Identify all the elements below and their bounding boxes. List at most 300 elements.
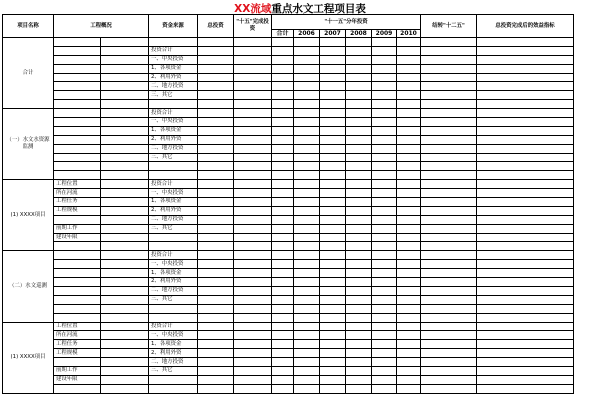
benefit-cell — [477, 331, 574, 340]
sum-cell — [272, 278, 294, 287]
overview-cell — [54, 153, 101, 162]
year-2007-cell — [320, 215, 346, 224]
fifteen-investment-cell — [234, 162, 272, 171]
overview-cell: 工程位置 — [54, 322, 101, 331]
benefit-cell — [477, 162, 574, 171]
carry-over-cell — [421, 242, 477, 251]
year-2006-cell — [294, 144, 320, 153]
funding-source-cell: 1、各项资金 — [149, 340, 198, 349]
year-2008-cell — [346, 38, 372, 47]
overview-detail-cell — [101, 340, 149, 349]
carry-over-cell — [421, 358, 477, 367]
benefit-cell — [477, 126, 574, 135]
year-2010-cell — [397, 73, 421, 82]
year-2007-cell — [320, 260, 346, 269]
total-investment-cell — [198, 64, 234, 73]
year-2007-cell — [320, 313, 346, 322]
overview-detail-cell — [101, 198, 149, 207]
fifteen-investment-cell — [234, 331, 272, 340]
year-2010-cell — [397, 215, 421, 224]
overview-detail-cell — [101, 162, 149, 171]
fifteen-investment-cell — [234, 82, 272, 91]
table-row — [3, 286, 574, 295]
overview-cell — [54, 242, 101, 251]
carry-over-cell — [421, 260, 477, 269]
fifteen-investment-cell — [234, 358, 272, 367]
year-2007-cell — [320, 286, 346, 295]
overview-cell: 建设年限 — [54, 375, 101, 384]
table-row — [3, 340, 574, 349]
total-investment-cell — [198, 313, 234, 322]
year-2006-cell — [294, 251, 320, 260]
funding-source-cell: 投资合计 — [149, 180, 198, 189]
sum-cell — [272, 38, 294, 47]
year-2008-cell — [346, 206, 372, 215]
year-2007-cell — [320, 64, 346, 73]
funding-source-cell: 2、利用外资 — [149, 349, 198, 358]
year-2007-cell — [320, 91, 346, 100]
overview-detail-cell — [101, 251, 149, 260]
year-2008-cell — [346, 340, 372, 349]
table-row — [3, 126, 574, 135]
benefit-cell — [477, 260, 574, 269]
fifteen-investment-cell — [234, 233, 272, 242]
header-year-2009: 2009 — [372, 30, 397, 38]
year-2008-cell — [346, 304, 372, 313]
year-2009-cell — [372, 304, 397, 313]
overview-detail-cell — [101, 189, 149, 198]
year-2008-cell — [346, 349, 372, 358]
overview-cell — [54, 109, 101, 118]
year-2009-cell — [372, 55, 397, 64]
carry-over-cell — [421, 82, 477, 91]
year-2007-cell — [320, 340, 346, 349]
overview-detail-cell — [101, 286, 149, 295]
year-2010-cell — [397, 118, 421, 127]
sum-cell — [272, 242, 294, 251]
year-2006-cell — [294, 384, 320, 393]
year-2007-cell — [320, 46, 346, 55]
year-2008-cell — [346, 366, 372, 375]
funding-source-cell: 一、中央投资 — [149, 55, 198, 64]
overview-detail-cell — [101, 260, 149, 269]
year-2009-cell — [372, 189, 397, 198]
table-row — [3, 295, 574, 304]
total-investment-cell — [198, 224, 234, 233]
project-name-cell: (1) XXXX项目 — [3, 180, 54, 251]
funding-source-cell: 1、各项资金 — [149, 64, 198, 73]
year-2008-cell — [346, 251, 372, 260]
funding-source-cell: 投资合计 — [149, 322, 198, 331]
table-row — [3, 358, 574, 367]
overview-cell — [54, 73, 101, 82]
year-2009-cell — [372, 73, 397, 82]
year-2009-cell — [372, 295, 397, 304]
year-2009-cell — [372, 278, 397, 287]
overview-cell — [54, 215, 101, 224]
year-2010-cell — [397, 358, 421, 367]
year-2007-cell — [320, 224, 346, 233]
year-2009-cell — [372, 206, 397, 215]
sum-cell — [272, 224, 294, 233]
table-row — [3, 242, 574, 251]
overview-detail-cell — [101, 215, 149, 224]
overview-cell — [54, 64, 101, 73]
overview-detail-cell — [101, 224, 149, 233]
carry-over-cell — [421, 135, 477, 144]
benefit-cell — [477, 269, 574, 278]
sum-cell — [272, 91, 294, 100]
year-2006-cell — [294, 366, 320, 375]
funding-source-cell — [149, 233, 198, 242]
overview-detail-cell — [101, 118, 149, 127]
overview-detail-cell — [101, 135, 149, 144]
year-2008-cell — [346, 73, 372, 82]
project-name-cell: 合计 — [3, 38, 54, 109]
benefit-cell — [477, 198, 574, 207]
year-2010-cell — [397, 171, 421, 180]
total-investment-cell — [198, 233, 234, 242]
header-year-2008: 2008 — [346, 30, 372, 38]
funding-source-cell: 三、其它 — [149, 295, 198, 304]
table-row — [3, 100, 574, 109]
total-investment-cell — [198, 189, 234, 198]
total-investment-cell — [198, 118, 234, 127]
year-2008-cell — [346, 180, 372, 189]
total-investment-cell — [198, 135, 234, 144]
carry-over-cell — [421, 46, 477, 55]
total-investment-cell — [198, 162, 234, 171]
total-investment-cell — [198, 269, 234, 278]
total-investment-cell — [198, 384, 234, 393]
year-2006-cell — [294, 278, 320, 287]
benefit-cell — [477, 153, 574, 162]
overview-detail-cell — [101, 322, 149, 331]
year-2009-cell — [372, 215, 397, 224]
year-2010-cell — [397, 295, 421, 304]
header-source: 资金来源 — [149, 15, 198, 38]
benefit-cell — [477, 366, 574, 375]
year-2010-cell — [397, 251, 421, 260]
benefit-cell — [477, 64, 574, 73]
year-2008-cell — [346, 144, 372, 153]
year-2010-cell — [397, 153, 421, 162]
total-investment-cell — [198, 295, 234, 304]
sum-cell — [272, 144, 294, 153]
benefit-cell — [477, 233, 574, 242]
carry-over-cell — [421, 55, 477, 64]
carry-over-cell — [421, 224, 477, 233]
overview-cell — [54, 55, 101, 64]
project-name-cell: （一）水文水资源监测 — [3, 109, 54, 180]
fifteen-investment-cell — [234, 304, 272, 313]
year-2007-cell — [320, 38, 346, 47]
table-row — [3, 171, 574, 180]
year-2008-cell — [346, 64, 372, 73]
year-2006-cell — [294, 269, 320, 278]
year-2006-cell — [294, 331, 320, 340]
year-2006-cell — [294, 55, 320, 64]
funding-source-cell — [149, 313, 198, 322]
year-2008-cell — [346, 375, 372, 384]
sum-cell — [272, 286, 294, 295]
total-investment-cell — [198, 91, 234, 100]
fifteen-investment-cell — [234, 384, 272, 393]
year-2007-cell — [320, 109, 346, 118]
benefit-cell — [477, 135, 574, 144]
year-2009-cell — [372, 126, 397, 135]
sum-cell — [272, 295, 294, 304]
total-investment-cell — [198, 375, 234, 384]
sum-cell — [272, 162, 294, 171]
year-2009-cell — [372, 286, 397, 295]
table-row — [3, 153, 574, 162]
year-2009-cell — [372, 153, 397, 162]
total-investment-cell — [198, 82, 234, 91]
header-year-2006: 2006 — [294, 30, 320, 38]
total-investment-cell — [198, 73, 234, 82]
carry-over-cell — [421, 340, 477, 349]
overview-detail-cell — [101, 100, 149, 109]
sum-cell — [272, 171, 294, 180]
funding-source-cell: 三、其它 — [149, 91, 198, 100]
benefit-cell — [477, 73, 574, 82]
carry-over-cell — [421, 295, 477, 304]
sum-cell — [272, 109, 294, 118]
year-2006-cell — [294, 295, 320, 304]
sum-cell — [272, 198, 294, 207]
year-2007-cell — [320, 331, 346, 340]
year-2010-cell — [397, 100, 421, 109]
year-2006-cell — [294, 153, 320, 162]
year-2010-cell — [397, 313, 421, 322]
year-2007-cell — [320, 233, 346, 242]
funding-source-cell: 三、其它 — [149, 366, 198, 375]
year-2009-cell — [372, 251, 397, 260]
year-2006-cell — [294, 375, 320, 384]
sum-cell — [272, 358, 294, 367]
funding-source-cell: 2、利用外资 — [149, 73, 198, 82]
overview-detail-cell — [101, 269, 149, 278]
benefit-cell — [477, 46, 574, 55]
benefit-cell — [477, 251, 574, 260]
total-investment-cell — [198, 46, 234, 55]
carry-over-cell — [421, 251, 477, 260]
overview-detail-cell — [101, 366, 149, 375]
fifteen-investment-cell — [234, 295, 272, 304]
year-2008-cell — [346, 233, 372, 242]
year-2010-cell — [397, 126, 421, 135]
year-2008-cell — [346, 286, 372, 295]
sum-cell — [272, 64, 294, 73]
carry-over-cell — [421, 375, 477, 384]
total-investment-cell — [198, 331, 234, 340]
table-row — [3, 38, 574, 47]
year-2009-cell — [372, 224, 397, 233]
sum-cell — [272, 384, 294, 393]
year-2006-cell — [294, 198, 320, 207]
overview-detail-cell — [101, 153, 149, 162]
carry-over-cell — [421, 100, 477, 109]
fifteen-investment-cell — [234, 269, 272, 278]
header-name: 项目名称 — [3, 15, 54, 38]
carry-over-cell — [421, 171, 477, 180]
year-2009-cell — [372, 331, 397, 340]
fifteen-investment-cell — [234, 73, 272, 82]
total-investment-cell — [198, 278, 234, 287]
funding-source-cell — [149, 384, 198, 393]
year-2006-cell — [294, 224, 320, 233]
year-2009-cell — [372, 171, 397, 180]
year-2007-cell — [320, 198, 346, 207]
benefit-cell — [477, 109, 574, 118]
year-2009-cell — [372, 340, 397, 349]
year-2007-cell — [320, 322, 346, 331]
year-2009-cell — [372, 64, 397, 73]
table-row — [3, 55, 574, 64]
year-2009-cell — [372, 118, 397, 127]
total-investment-cell — [198, 251, 234, 260]
carry-over-cell — [421, 322, 477, 331]
year-2006-cell — [294, 358, 320, 367]
table-row — [3, 375, 574, 384]
carry-over-cell — [421, 331, 477, 340]
funding-source-cell: 三、其它 — [149, 153, 198, 162]
sum-cell — [272, 206, 294, 215]
year-2008-cell — [346, 100, 372, 109]
year-2007-cell — [320, 384, 346, 393]
benefit-cell — [477, 295, 574, 304]
overview-detail-cell — [101, 358, 149, 367]
funding-source-cell: 投资合计 — [149, 251, 198, 260]
sum-cell — [272, 375, 294, 384]
table-row — [3, 224, 574, 233]
funding-source-cell — [149, 242, 198, 251]
table-row — [3, 46, 574, 55]
overview-detail-cell — [101, 46, 149, 55]
year-2006-cell — [294, 100, 320, 109]
year-2007-cell — [320, 189, 346, 198]
sum-cell — [272, 322, 294, 331]
year-2007-cell — [320, 55, 346, 64]
total-investment-cell — [198, 109, 234, 118]
overview-cell — [54, 278, 101, 287]
year-2007-cell — [320, 126, 346, 135]
benefit-cell — [477, 322, 574, 331]
year-2009-cell — [372, 242, 397, 251]
total-investment-cell — [198, 180, 234, 189]
overview-cell: 工程规模 — [54, 206, 101, 215]
sum-cell — [272, 331, 294, 340]
fifteen-investment-cell — [234, 198, 272, 207]
year-2010-cell — [397, 198, 421, 207]
year-2010-cell — [397, 242, 421, 251]
overview-detail-cell — [101, 171, 149, 180]
sum-cell — [272, 118, 294, 127]
year-2006-cell — [294, 64, 320, 73]
year-2007-cell — [320, 295, 346, 304]
year-2007-cell — [320, 82, 346, 91]
year-2009-cell — [372, 82, 397, 91]
fifteen-investment-cell — [234, 215, 272, 224]
benefit-cell — [477, 38, 574, 47]
benefit-cell — [477, 375, 574, 384]
overview-cell — [54, 304, 101, 313]
year-2009-cell — [372, 46, 397, 55]
sum-cell — [272, 251, 294, 260]
year-2008-cell — [346, 82, 372, 91]
year-2008-cell — [346, 224, 372, 233]
year-2006-cell — [294, 233, 320, 242]
benefit-cell — [477, 206, 574, 215]
funding-source-cell: 一、中央投资 — [149, 331, 198, 340]
funding-source-cell: 2、利用外资 — [149, 206, 198, 215]
year-2010-cell — [397, 349, 421, 358]
overview-detail-cell — [101, 375, 149, 384]
carry-over-cell — [421, 349, 477, 358]
overview-detail-cell — [101, 384, 149, 393]
year-2006-cell — [294, 180, 320, 189]
sum-cell — [272, 135, 294, 144]
year-2010-cell — [397, 260, 421, 269]
title-region: XX流域 — [234, 3, 272, 15]
overview-cell — [54, 313, 101, 322]
year-2006-cell — [294, 242, 320, 251]
fifteen-investment-cell — [234, 64, 272, 73]
table-row — [3, 269, 574, 278]
overview-detail-cell — [101, 55, 149, 64]
year-2008-cell — [346, 313, 372, 322]
year-2007-cell — [320, 304, 346, 313]
year-2007-cell — [320, 366, 346, 375]
overview-cell — [54, 91, 101, 100]
benefit-cell — [477, 55, 574, 64]
funding-source-cell: 2、利用外资 — [149, 135, 198, 144]
year-2009-cell — [372, 260, 397, 269]
overview-detail-cell — [101, 144, 149, 153]
total-investment-cell — [198, 349, 234, 358]
year-2008-cell — [346, 198, 372, 207]
total-investment-cell — [198, 126, 234, 135]
year-2006-cell — [294, 189, 320, 198]
table-row — [3, 118, 574, 127]
overview-cell — [54, 82, 101, 91]
total-investment-cell — [198, 260, 234, 269]
year-2010-cell — [397, 206, 421, 215]
sum-cell — [272, 366, 294, 375]
overview-detail-cell — [101, 313, 149, 322]
table-row — [3, 206, 574, 215]
total-investment-cell — [198, 144, 234, 153]
overview-detail-cell — [101, 242, 149, 251]
year-2006-cell — [294, 340, 320, 349]
benefit-cell — [477, 171, 574, 180]
sum-cell — [272, 46, 294, 55]
benefit-cell — [477, 384, 574, 393]
carry-over-cell — [421, 144, 477, 153]
fifteen-investment-cell — [234, 153, 272, 162]
header-benefit: 总投资完成后的效益指标 — [477, 15, 574, 38]
year-2009-cell — [372, 313, 397, 322]
year-2010-cell — [397, 269, 421, 278]
table-row — [3, 162, 574, 171]
overview-detail-cell — [101, 64, 149, 73]
total-investment-cell — [198, 286, 234, 295]
table-row — [3, 278, 574, 287]
funding-source-cell: 1、各项资金 — [149, 269, 198, 278]
year-2010-cell — [397, 162, 421, 171]
total-investment-cell — [198, 358, 234, 367]
